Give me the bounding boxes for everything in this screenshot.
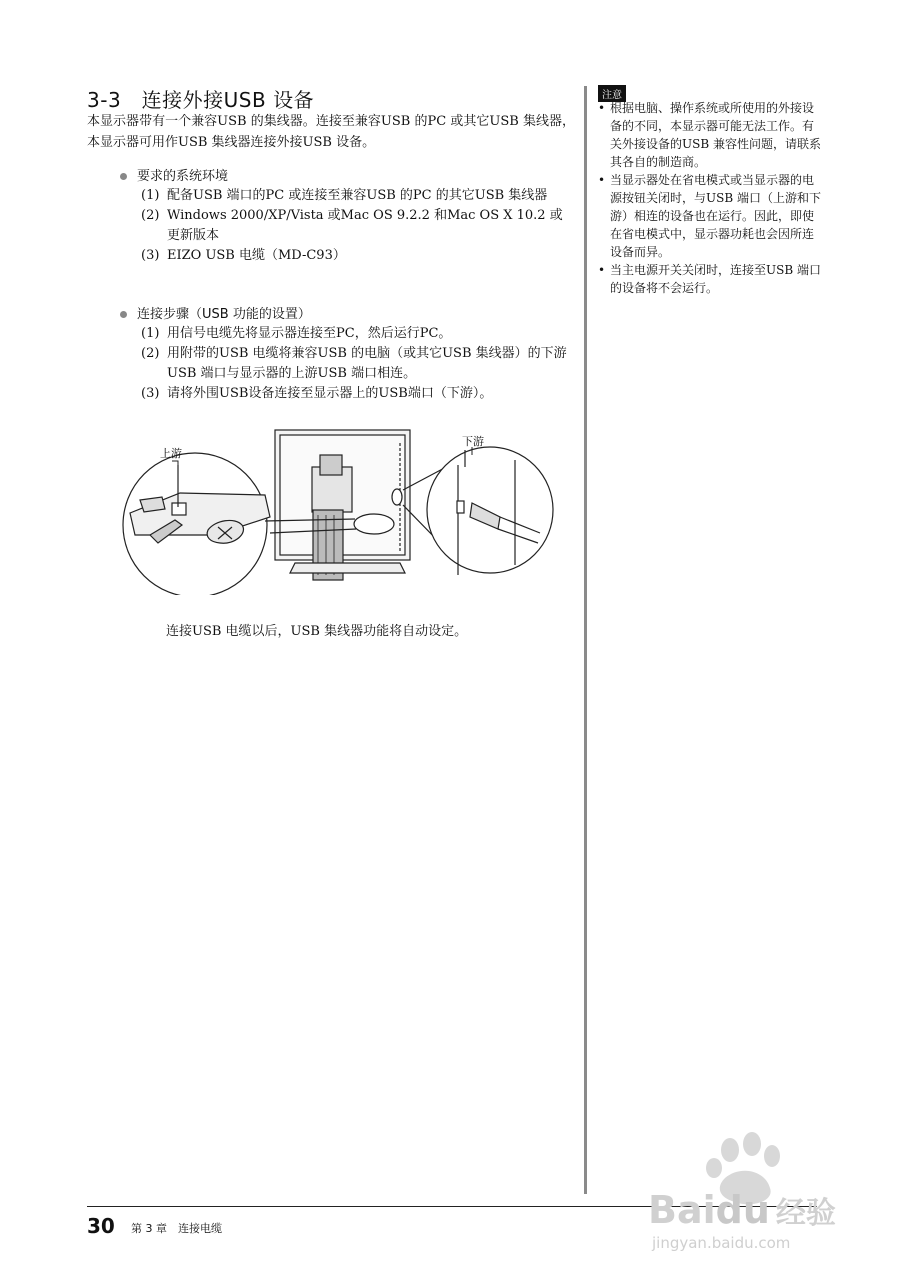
list-item [141,344,571,384]
requirements-list [141,186,571,266]
notes-list [598,99,823,297]
item-number: (1) [141,326,160,341]
downstream-zoom-circle [427,447,553,573]
section-title: 3-3 连接外接USB 设备 [87,88,315,112]
procedure-heading-text: 连接步骤（USB 功能的设置） [137,307,311,322]
page-number: 30 [87,1214,115,1238]
watermark-brand: Bai [648,1188,716,1232]
bullet-icon [120,311,127,318]
note-item [598,99,823,171]
list-item [141,206,571,246]
usb-connection-figure [120,425,560,595]
note-text: 根据电脑、操作系统或所使用的外接设备的不同，本显示器可能无法工作。有关外接设备的USB 兼容性问题，请联系其各自的制造商。 [610,101,821,169]
item-number: (2) [141,346,160,361]
note-item [598,171,823,261]
item-text: 用附带的USB 电缆将兼容USB 的电脑（或其它USB 集线器）的下游USB 端口与显示器的上游USB 端口相连。 [167,346,567,381]
column-divider [584,86,587,1194]
note-badge: 注意 [598,85,626,102]
item-number: (3) [141,248,160,263]
downstream-label: 下游 [462,435,484,448]
intro-paragraph: 本显示器带有一个兼容USB 的集线器。连接至兼容USB 的PC 或其它USB 集线器，本显示器可用作USB 集线器连接外接USB 设备。 [87,114,575,150]
list-item [141,186,571,206]
note-bullet-icon: • [598,173,606,187]
monitor-usb-illustration [120,425,560,595]
note-text: 当显示器处在省电模式或当显示器的电源按钮关闭时，与USB 端口（上游和下游）相连的设备也在运行。因此，即使在省电模式中，显示器功耗也会因所连设备而异。 [610,173,821,259]
note-bullet-icon: • [598,263,606,277]
baidu-watermark [630,1130,860,1270]
item-text: 配备USB 端口的PC 或连接至兼容USB 的PC 的其它USB 集线器 [167,188,548,203]
footer-chapter: 第 3 章 连接电缆 [131,1222,222,1235]
watermark-brand-du: du [715,1188,770,1232]
note-bullet-icon: • [598,101,606,115]
item-text: EIZO USB 电缆（MD-C93） [167,248,346,263]
item-text: Windows 2000/XP/Vista 或Mac OS 9.2.2 和Mac OS X 10.2 或更新版本 [167,208,563,243]
requirements-heading-text: 要求的系统环境 [137,169,229,184]
list-item [141,384,571,404]
list-item [141,246,571,266]
item-number: (2) [141,208,160,223]
watermark-cn: 经验 [775,1196,836,1231]
note-text: 当主电源开关关闭时，连接至USB 端口的设备将不会运行。 [610,263,821,295]
item-number: (1) [141,188,160,203]
procedure-heading [120,303,311,322]
procedure-list [141,324,571,404]
requirements-heading [120,165,228,184]
figure-caption: 连接USB 电缆以后，USB 集线器功能将自动设定。 [166,624,468,639]
item-number: (3) [141,386,160,401]
bullet-icon [120,173,127,180]
item-text: 请将外围USB设备连接至显示器上的USB端口（下游）。 [167,386,493,401]
watermark-url: jingyan.baidu.com [652,1234,791,1252]
note-item [598,261,823,297]
list-item [141,324,571,344]
upstream-label: 上游 [160,447,182,460]
item-text: 用信号电缆先将显示器连接至PC，然后运行PC。 [167,326,452,341]
